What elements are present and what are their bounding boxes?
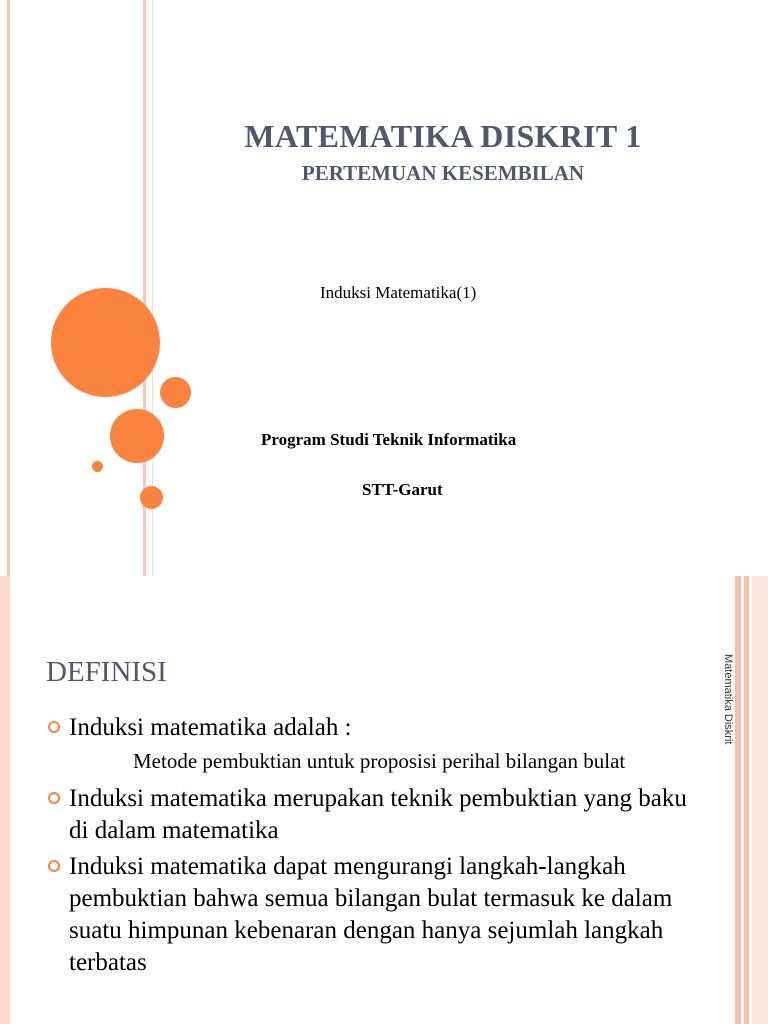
decorative-circle-large (51, 288, 160, 397)
decorative-circle-tiny (92, 461, 103, 472)
slide-side-label: Matematika Diskrit (722, 654, 734, 745)
decorative-circle-medium (110, 409, 164, 463)
bullet-text: Induksi matematika dapat mengurangi langkah-langkah pembuktian bahwa semua bilangan bulat termasuk ke dalam suatu himpunan kebenaran dengan hanya sejumlah langkah terbatas (69, 853, 673, 976)
decorative-circle-small (160, 377, 191, 408)
bullet-subtext: Metode pembuktian untuk proposisi perihal bilangan bulat (133, 749, 626, 773)
study-program: Program Studi Teknik Informatika (261, 430, 517, 449)
list-item (46, 712, 696, 744)
list-item (46, 851, 696, 979)
decorative-stripe (7, 0, 10, 576)
circle-bullet-icon (48, 860, 60, 872)
institution-name: STT-Garut (362, 480, 443, 499)
bullet-text: Induksi matematika merupakan teknik pembuktian yang baku di dalam matematika (69, 785, 687, 844)
circle-bullet-icon (48, 721, 60, 733)
slide-heading: DEFINISI (46, 656, 167, 688)
slide-subtitle: PERTEMUAN KESEMBILAN (301, 161, 585, 185)
definition-slide (0, 576, 768, 1024)
bullet-text: Induksi matematika adalah : (69, 714, 352, 741)
decorative-band-left (0, 576, 10, 1024)
decorative-band-right (735, 576, 741, 1024)
decorative-circle-small (140, 486, 163, 509)
bullet-list (46, 712, 696, 983)
slide-topic: Induksi Matematika(1) (320, 283, 477, 302)
circle-bullet-icon (48, 792, 60, 804)
slide-title: MATEMATIKA DISKRIT 1 (244, 118, 642, 154)
decorative-band-right (744, 576, 749, 1024)
decorative-band-right (752, 576, 768, 1024)
list-item (46, 783, 696, 847)
